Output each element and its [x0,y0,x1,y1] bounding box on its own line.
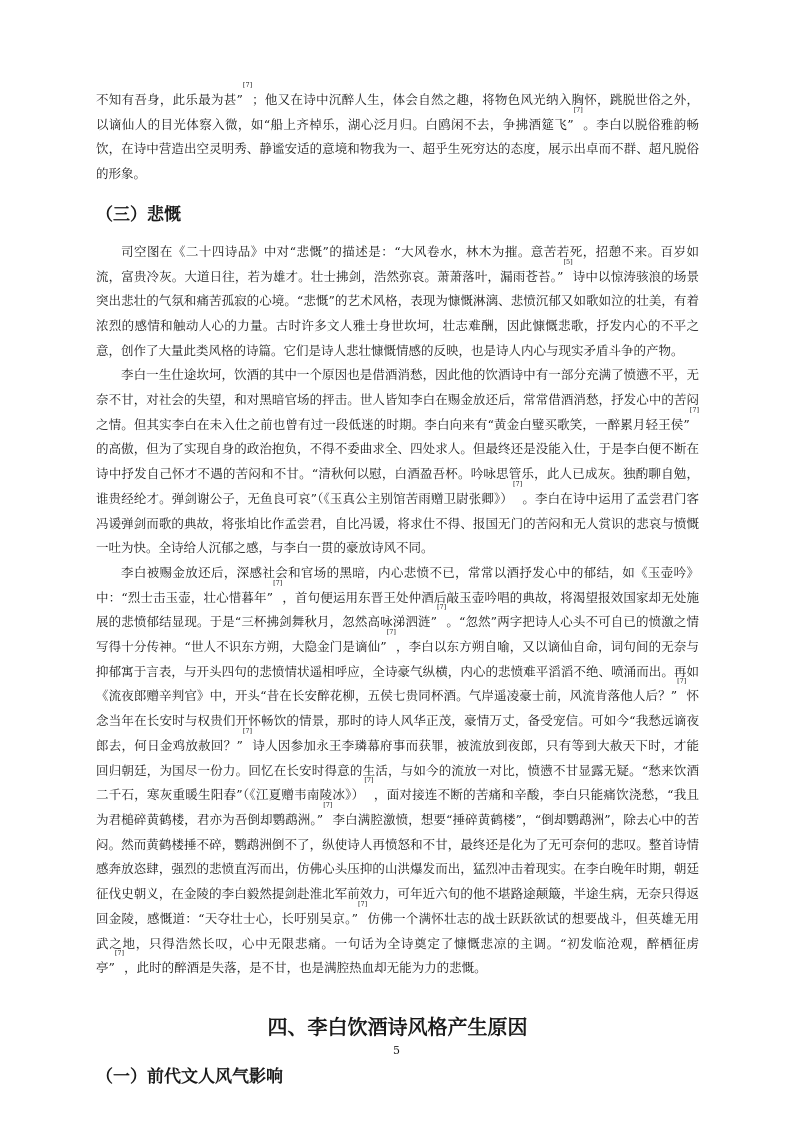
subsection-heading-beikai: （三）悲慨 [96,204,181,225]
citation: [7] [323,800,333,809]
text-run: 。李白以脱俗雅韵畅饮，在诗中营造出空灵明秀、静谧安适的意境和物我为一、超乎生死穷达的态度，展示出卓而不群、超凡脱俗的形象。 [96,116,699,182]
paragraph-after-exile [96,561,699,981]
citation: [7] [386,628,396,637]
citation: [7] [573,105,583,114]
text-run: 的高傲，但为了实现自身的政治抱负，不得不委曲求全、四处求人。但最终还是没能入仕，于是李白便不断在诗中抒发自己怀才不遇的苦闷和不甘。“清秋何以慰，白酒盈吾杯。吟咏思管乐，此人已成灰。独酌聊自勉，谁贵经纶才。弹剑谢公子，无鱼良可哀”（《玉真公主别馆苦雨赠卫尉张卿》） [96,441,699,506]
text-run: ，此时的醉酒是失落，是不甘，也是满腔热血却无能为力的悲慨。 [124,960,487,976]
text-run: 诗中以惊涛骇浪的场景突出悲壮的气氛和痛苦孤寂的心境。“悲慨”的艺术风格，表现为慷慨淋漓、悲愤沉郁又如歌如泣的壮美，有着浓烈的感情和触动人心的力量。古时许多文人雅士身世坎坷，壮志难酬，因此慷慨悲歌，抒发内心的不平之意，创作了大量此类风格的诗篇。它们是诗人悲壮慷慨情感的反映，也是诗人内心与现实矛盾斗争的产物。 [96,268,699,358]
citation: [5] [563,257,573,266]
text-run: 诗人因参加永王李璘幕府事而获罪，被流放到夜郎，只有等到大赦天下时，才能回归朝廷，为国尽一份力。回忆在长安时得意的生活，与如今的流放一对比，愤懑不甘显露无疑。“愁来饮酒二千石，寒灰重暖生阳春”（《江夏赠韦南陵冰》） [96,737,699,803]
text-run: 不知有吾身，此乐最为甚” [96,92,243,107]
text-run: ，首句便运用东晋王处仲酒后敲玉壶吟唱的典故，将渴望报效国家却无处施展的悲愤郁结显现。于是“三杯拂剑舞秋月，忽然高咏涕泗涟” [96,589,699,630]
citation: [7] [689,405,699,414]
text-run: 司空图在《二十四诗品》中对“悲慨”的描述是：“大风卷水，林木为摧。意苦若死，招憩不来。百岁如流，富贵冷灰。大道日往，若为雄才。壮士拂剑，浩然弥哀。萧萧落叶，漏雨苍苔。” [96,243,699,284]
citation: [7] [677,677,687,686]
citation: [7] [273,578,283,587]
paragraph-early-career [96,363,699,561]
section-heading: 四、李白饮酒诗风格产生原因 [267,1014,528,1039]
citation: [7] [242,81,253,89]
paragraph-continued [96,81,699,187]
citation: [7] [436,603,447,612]
subsection-heading-influence: （一）前代文人风气影响 [96,1066,283,1087]
text-run: 李白被赐金放还后，深感社会和官场的黑暗，内心悲愤不已，常常以酒抒发心中的郁结，如《玉壶吟》中：“烈士击玉壶，壮心惜暮年” [96,564,699,605]
paper-body [96,81,699,1089]
text-run: 李白满腔激愤，想要“捶碎黄鹤楼”，“倒却鹦鹉洲”，除去心中的苦闷。然而黄鹤楼捶不碎，鹦鹉洲倒不了，纵使诗人再愤怒和不甘，最终还是化为了无可奈何的悲叹。整首诗情感奔放恣肆，强烈的悲愤直泻而出，仿佛心头压抑的山洪爆发而出，猛烈冲击着现实。在李白晚年时期，朝廷征伐史朝义，在金陵的李白毅然提剑赴淮北军前效力，可年近六旬的他不堪路途颠簸，半途生病，无奈只得返回金陵，感慨道：“天夺壮士心，长吁别吴京。” [96,811,699,926]
page-number: 5 [393,1044,400,1057]
text-run: 怀念当年在长安时与权贵们开怀畅饮的情景，那时的诗人风华正茂，豪情万丈，备受宠信。可如今“我愁远谪夜郎去，何日金鸡放赦回？” [96,688,699,753]
text-run: 。“忽然”两字把诗人心头不可自已的愤激之情写得十分传神。“世人不识东方朔，大隐金门是谪仙” [96,614,699,655]
citation: [7] [114,949,125,958]
text-run: ，面对接连不断的苦痛和辛酸，李白只能痛饮浇愁，“我且为君槌碎黄鹤楼，君亦为吾倒却鹦鹉洲。” [96,787,699,827]
paragraph-definition [96,240,699,364]
text-run: 李白一生仕途坎坷，饮酒的其中一个原因也是借酒消愁，因此他的饮酒诗中有一部分充满了愤懑不平，无奈不甘，对社会的失望，和对黑暗官场的抨击。世人皆知李白在赐金放还后，常常借酒消愁，抒发心中的苦闷之情。但其实李白在未入仕之前也曾有过一段低迷的时期。李白向来有“黄金白璧买歌笑，一醉累月轻王侯” [96,367,699,432]
citation: [7] [513,479,523,488]
citation: [7] [358,899,368,908]
citation: [7] [242,726,253,735]
text-run: 。李白在诗中运用了孟尝君门客冯谖弹剑而歌的典故，将张垍比作孟尝君，自比冯谖，将求仕不得、报国无门的苦闷和无人赏识的悲哀与愤慨一吐为快。全诗给人沉郁之感，与李白一贯的豪放诗风不同。 [96,490,699,556]
text-run: ；他又在诗中沉醉人生，体会自然之趣，将物色风光纳入胸怀，跳脱世俗之外，以谪仙人的目光体察入微，如“船上齐棹乐，湖心泛月归。白鸥闲不去，争拂酒筵飞” [96,92,699,132]
text-run: 仿佛一个满怀壮志的战士跃跃欲试的想要战斗，但英雄无用武之地，只得浩然长叹，心中无限悲痛。一句话为全诗奠定了慷慨悲凉的主调。“初发临沧观，醉栖征虏亭” [96,910,699,976]
citation: [7] [364,776,374,785]
text-run: ，李白以东方朔自喻，又以谪仙自命，词句间的无奈与抑郁寓于言表，与开头四句的悲愤情状遥相呼应，全诗豪气纵横，内心的悲愤难平滔滔不绝、喷涌而出。再如《流夜郎赠辛判官》中，开头“昔在长安醉花柳，五侯七贵同杯酒。气岸遥凌豪士前，风流肯落他人后？” [96,639,699,704]
